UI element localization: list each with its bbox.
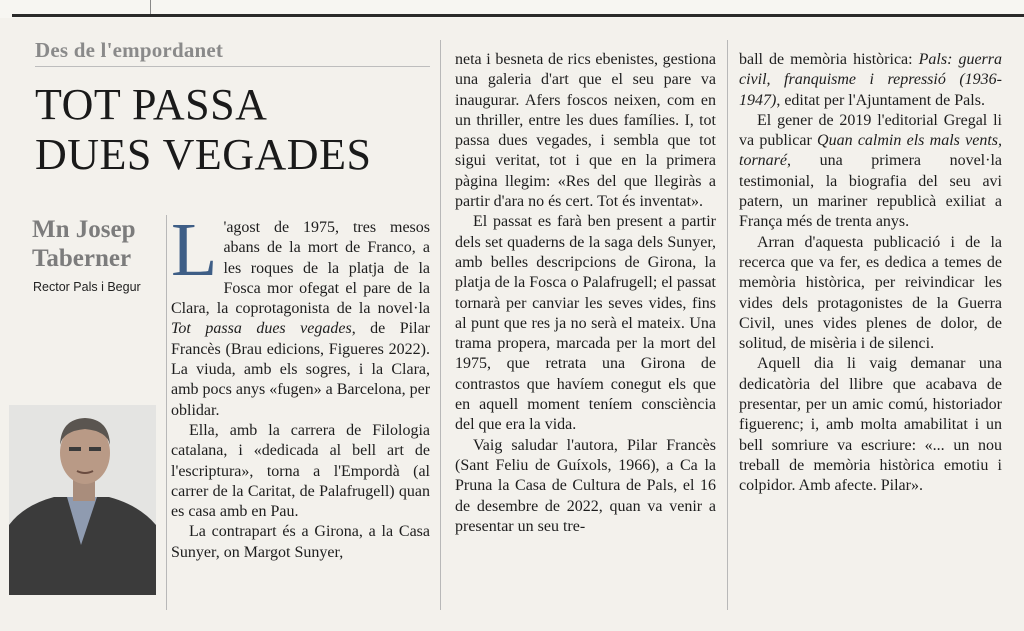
top-rule [12, 14, 1024, 17]
headline [35, 80, 435, 180]
book-title: Tot passa dues vegades [171, 320, 352, 338]
author-role: Rector Pals i Begur [33, 280, 141, 294]
paragraph: Vaig saludar l'autora, Pilar Francès (Sant Feliu de Guíxols, 1966), a Ca la Pruna la Casa de Cultura de Pals, el 16 de desembre de 2022, quan va venir a presentar un seu tre- [455, 436, 716, 535]
column-divider-1 [166, 215, 167, 610]
headline-line-2: DUES VEGADES [35, 130, 372, 179]
column-divider-2 [440, 40, 441, 610]
paragraph: El passat es farà ben present a partir dels set quaderns de la saga dels Sunyer, amb belles descripcions de Girona, la platja de la Fosca o Palafrugell; el passat tornarà per canviar les seves vides, fins al punt que res ja no serà el mateix. Una trama propera, marcada per la mort del 1975, que retrata una Girona de contrastos que havíem conegut els que en aquell moment teníem consciència del que era la vida. [455, 213, 716, 434]
author-name [32, 215, 162, 273]
book-title: Quan calmin els mals vents, tornaré [739, 132, 1002, 170]
author-name-line-2: Taberner [32, 245, 132, 272]
paragraph: El gener de 2019 l'editorial Gregal li va publicar Quan calmin els mals vents, tornaré, una primera novel·la testimonial, la biografia del seu avi patern, un mariner republicà exiliat a França més de trenta anys. [739, 111, 1002, 231]
article-column-1 [171, 208, 431, 563]
headline-line-1: TOT PASSA [35, 80, 268, 129]
author-portrait-image [9, 405, 156, 595]
section-label: Des de l'empordanet [35, 38, 224, 62]
column-divider-3 [727, 40, 728, 610]
paragraph: L 'agost de 1975, tres mesos abans de la mort de Franco, a les roques de la platja de la Fosca mor ofegat el pare de la Clara, la coprotagonista de la novel·la Tot passa dues vegades, de Pilar Francès (Brau edicions, Figueres 2022). La viuda, amb els sogres, i la Clara, amb pocs anys «fugen» a Barcelona, per oblidar. [171, 208, 431, 419]
paragraph: La contrapart és a Girona, a la Casa Sunyer, on Margot Sunyer, [171, 523, 430, 561]
paragraph: Ella, amb la carrera de Filologia catalana, i «dedicada al bell art de l'escriptura», torna a l'Empordà (al carrer de la Caritat, de Palafrugell) quan es casa amb en Pau. [171, 421, 430, 521]
section-divider [35, 66, 430, 67]
paragraph: neta i besneta de rics ebenistes, gestiona una galeria d'art que el seu pare va inaugurar. Afers foscos neixen, com en un thriller, entre les dues famílies. I, tot passa dues vegades, i sembla que tot sigui veritat, tot i que en la primera pàgina llegim: «Res del que llegiràs a partir d'ara no és cert. Tot és inventat». [455, 51, 716, 211]
paragraph: Aquell dia li vaig demanar una dedicatòria del llibre que acabava de presentar, per un amic comú, historiador figuerenc; i, amb molta amabilitat i un bell somriure va escriure: «... un nou treball de memòria històrica emotiu i colpidor. Amb afecte. Pilar». [739, 355, 1002, 495]
page-top-border [0, 0, 1024, 18]
paragraph: Arran d'aquesta publicació i de la recerca que va fer, es dedica a temes de memòria històrica, per reivindicar les vides dels protagonistes de la Guerra Civil, unes vides plenes de dolor, de solitud, de misèria i de silenci. [739, 233, 1002, 353]
article-column-3 [739, 50, 1002, 497]
drop-cap: L [171, 208, 218, 292]
author-photo [9, 405, 156, 595]
article-column-2 [455, 50, 716, 537]
top-tick-mark [150, 0, 151, 14]
book-title: Pals: guerra civil, franquisme i repressió (1936-1947) [739, 51, 1003, 109]
paragraph: ball de memòria històrica: Pals: guerra civil, franquisme i repressió (1936-1947), editat per l'Ajuntament de Pals. [739, 51, 1003, 109]
author-name-line-1: Mn Josep [32, 216, 136, 243]
